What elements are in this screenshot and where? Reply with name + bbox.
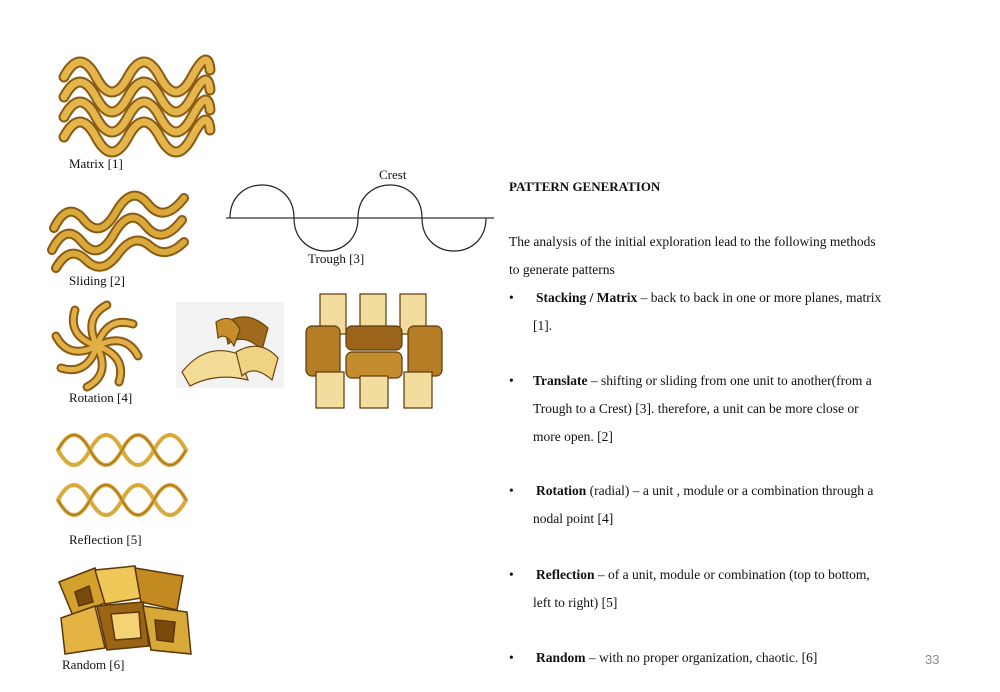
reflection-pattern-image <box>54 420 194 532</box>
rotation-pattern-image <box>52 303 142 389</box>
sliding-caption: Sliding [2] <box>69 273 125 288</box>
reflection-caption: Reflection [5] <box>69 532 142 547</box>
bullet-continuation: left to right) [5] <box>533 595 618 610</box>
rotation-caption: Rotation [4] <box>69 390 133 405</box>
bullet-text: – with no proper organization, chaotic. [6] <box>585 650 818 665</box>
single-unit-photo <box>176 302 284 388</box>
intro-line-1: The analysis of the initial exploration lead to the following methods <box>509 234 876 249</box>
bullet-text: – shifting or sliding from one unit to another(from a <box>587 373 872 388</box>
bullet-continuation: [1]. <box>533 318 553 333</box>
bullet-text: – of a unit, module or combination (top to bottom, <box>594 567 870 582</box>
bullet-text: – back to back in one or more planes, matrix <box>637 290 882 305</box>
random-pattern-image <box>55 562 195 660</box>
matrix-caption: Matrix [1] <box>69 156 123 171</box>
bullet-term: Rotation <box>536 483 587 498</box>
bullet-dot: • <box>509 373 514 388</box>
bullet-dot: • <box>509 567 514 582</box>
bullet-dot: • <box>509 483 514 498</box>
crest-trough-wave-diagram <box>226 180 496 260</box>
bullet-continuation: Trough to a Crest) [3]. therefore, a unit can be more close or <box>533 401 859 416</box>
section-heading: PATTERN GENERATION <box>509 179 661 194</box>
bullet-continuation: more open. [2] <box>533 429 613 444</box>
module-combination-photo <box>300 292 450 410</box>
bullet-text: (radial) – a unit , module or a combination through a <box>586 483 874 498</box>
trough-label: Trough [3] <box>308 251 365 266</box>
bullet-dot: • <box>509 290 514 305</box>
intro-line-2: to generate patterns <box>509 262 615 277</box>
bullet-dot: • <box>509 650 514 665</box>
bullet-term: Translate <box>533 373 588 388</box>
random-caption: Random [6] <box>62 657 125 672</box>
bullet-continuation: nodal point [4] <box>533 511 614 526</box>
sliding-pattern-image <box>44 188 204 273</box>
bullet-term: Random <box>536 650 586 665</box>
bullet-term: Stacking / Matrix <box>536 290 638 305</box>
bullet-term: Reflection <box>536 567 595 582</box>
crest-label: Crest <box>379 167 407 182</box>
page-number: 33 <box>925 652 940 667</box>
matrix-pattern-image <box>58 52 218 157</box>
